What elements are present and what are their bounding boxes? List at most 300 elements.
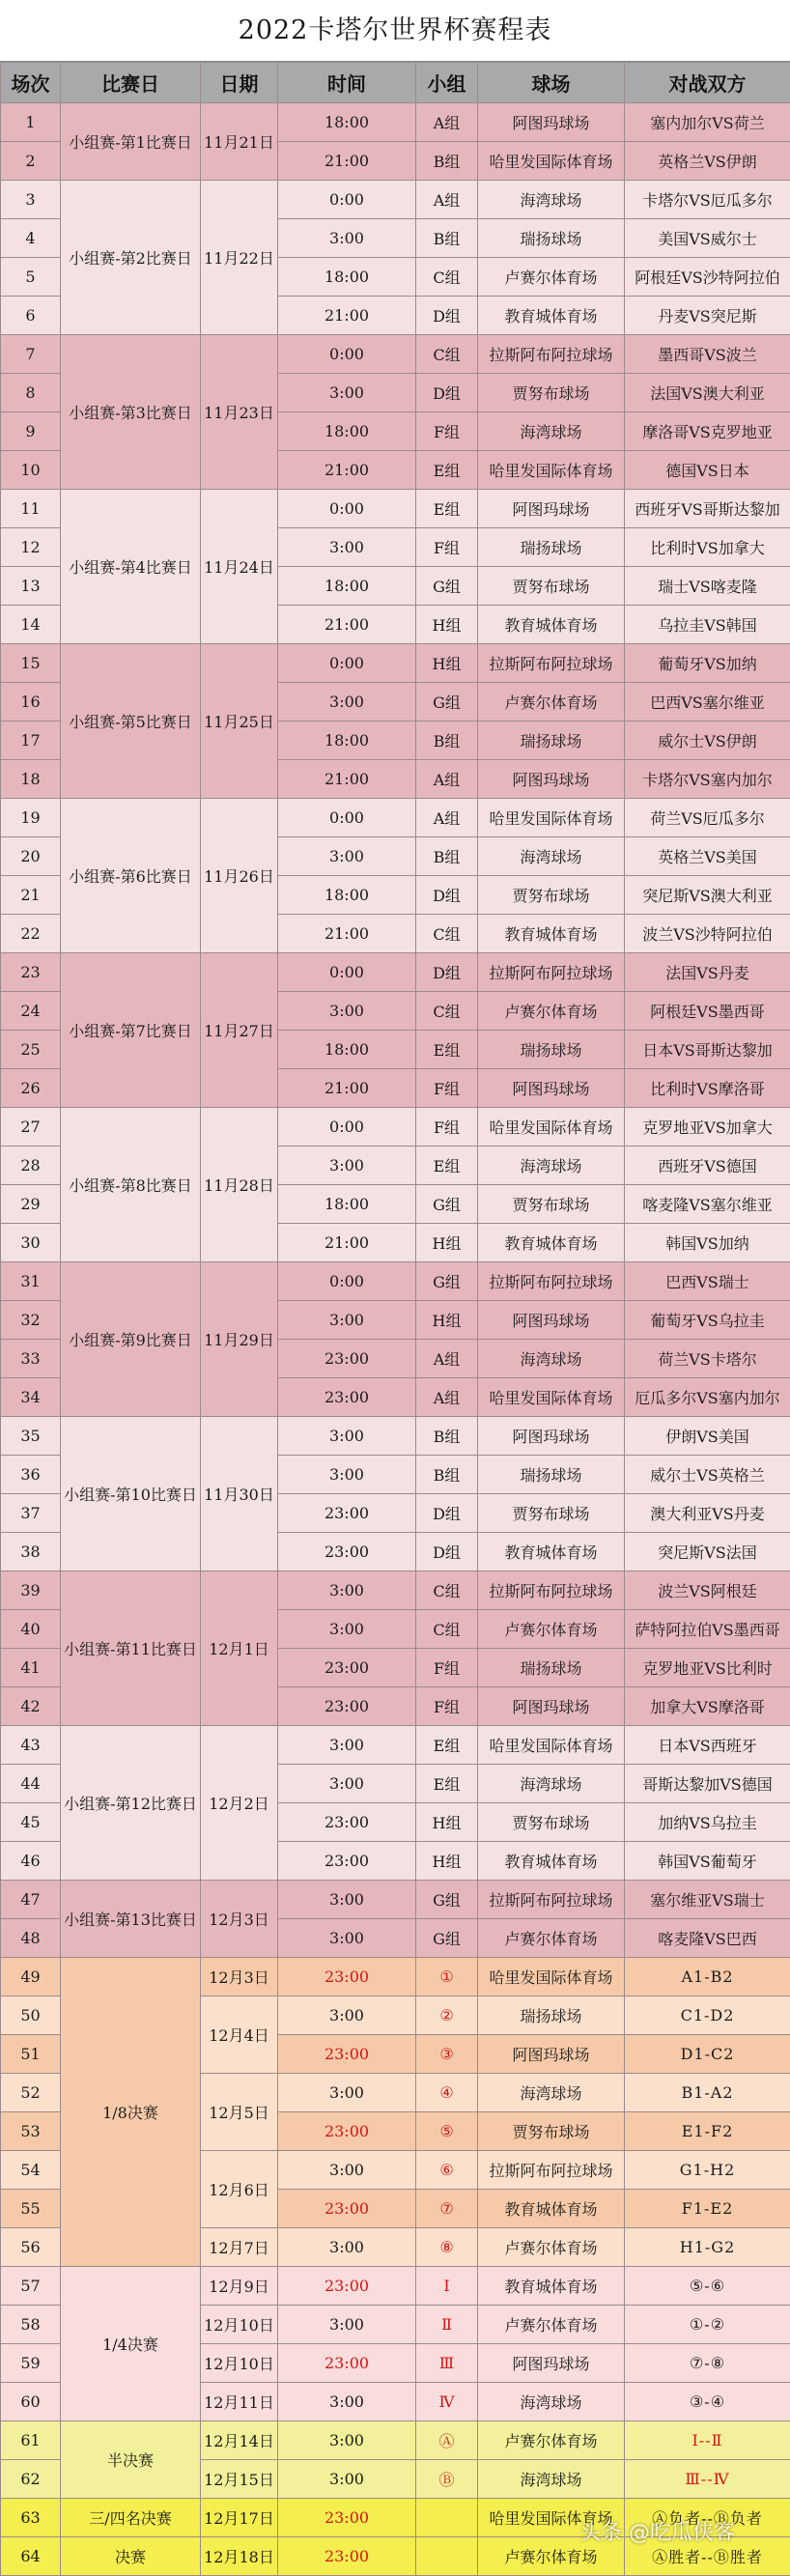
group-cell: D组 <box>416 297 478 335</box>
matchup-cell: 塞尔维亚VS瑞士 <box>625 1881 790 1919</box>
matchup-cell: 萨特阿拉伯VS墨西哥 <box>625 1610 790 1649</box>
match-day-cell: 小组赛-第1比赛日 <box>61 103 201 181</box>
matchup-cell: ⑦-⑧ <box>625 2344 790 2383</box>
header-cell: 小组 <box>416 63 478 103</box>
group-cell: C组 <box>416 335 478 374</box>
group-cell: B组 <box>416 1456 478 1494</box>
venue-cell: 哈里发国际体育场 <box>478 2499 625 2537</box>
round-cell: 决赛 <box>61 2537 201 2576</box>
match-number-cell: 15 <box>1 644 61 683</box>
group-cell: E组 <box>416 490 478 528</box>
matchup-cell: 瑞士VS喀麦隆 <box>625 567 790 606</box>
matchup-cell: 塞内加尔VS荷兰 <box>625 103 790 142</box>
venue-cell: 哈里发国际体育场 <box>478 799 625 837</box>
match-number-cell: 56 <box>1 2228 61 2267</box>
date-cell: 12月10日 <box>201 2344 278 2383</box>
venue-cell: 哈里发国际体育场 <box>478 142 625 181</box>
group-cell: B组 <box>416 837 478 876</box>
match-number-cell: 11 <box>1 490 61 528</box>
match-number-cell: 27 <box>1 1108 61 1146</box>
matchup-cell: 法国VS澳大利亚 <box>625 374 790 412</box>
table-row <box>1 2267 790 2306</box>
venue-cell: 卢赛尔体育场 <box>478 258 625 297</box>
group-cell <box>416 2537 478 2576</box>
venue-cell: 阿图玛球场 <box>478 760 625 799</box>
time-cell: 3:00 <box>278 1417 416 1456</box>
time-cell: 3:00 <box>278 219 416 258</box>
match-number-cell: 7 <box>1 335 61 374</box>
matchup-cell: C1-D2 <box>625 1996 790 2035</box>
group-cell: D组 <box>416 953 478 992</box>
date-cell: 11月23日 <box>201 335 278 490</box>
venue-cell: 拉斯阿布阿拉球场 <box>478 644 625 683</box>
matchup-cell: 英格兰VS美国 <box>625 837 790 876</box>
match-number-cell: 35 <box>1 1417 61 1456</box>
group-cell: ② <box>416 1996 478 2035</box>
group-cell: C组 <box>416 1571 478 1610</box>
time-cell: 3:00 <box>278 1996 416 2035</box>
group-cell: E组 <box>416 1726 478 1765</box>
time-cell: 23:00 <box>278 1803 416 1842</box>
group-cell: C组 <box>416 915 478 953</box>
match-number-cell: 29 <box>1 1185 61 1224</box>
matchup-cell: 韩国VS加纳 <box>625 1224 790 1262</box>
date-cell: 12月18日 <box>201 2537 278 2576</box>
venue-cell: 瑞扬球场 <box>478 1031 625 1069</box>
time-cell: 23:00 <box>278 2267 416 2306</box>
match-number-cell: 30 <box>1 1224 61 1262</box>
time-cell: 21:00 <box>278 606 416 644</box>
matchup-cell: 法国VS丹麦 <box>625 953 790 992</box>
matchup-cell: 摩洛哥VS克罗地亚 <box>625 412 790 451</box>
matchup-cell: 日本VS西班牙 <box>625 1726 790 1765</box>
match-number-cell: 10 <box>1 451 61 490</box>
time-cell: 23:00 <box>278 2499 416 2537</box>
match-number-cell: 25 <box>1 1031 61 1069</box>
match-number-cell: 59 <box>1 2344 61 2383</box>
venue-cell: 哈里发国际体育场 <box>478 1958 625 1996</box>
date-cell: 12月7日 <box>201 2228 278 2267</box>
matchup-cell: 葡萄牙VS加纳 <box>625 644 790 683</box>
round-cell: 1/4决赛 <box>61 2267 201 2421</box>
group-cell: H组 <box>416 1224 478 1262</box>
group-cell <box>416 2499 478 2537</box>
matchup-cell: Ⅲ--Ⅳ <box>625 2460 790 2499</box>
venue-cell: 拉斯阿布阿拉球场 <box>478 1262 625 1301</box>
group-cell: A组 <box>416 1378 478 1417</box>
venue-cell: 瑞扬球场 <box>478 722 625 760</box>
page-title: 2022卡塔尔世界杯赛程表 <box>0 0 790 62</box>
venue-cell: 哈里发国际体育场 <box>478 1108 625 1146</box>
venue-cell: 贾努布球场 <box>478 2112 625 2151</box>
time-cell: 3:00 <box>278 1456 416 1494</box>
matchup-cell: 荷兰VS厄瓜多尔 <box>625 799 790 837</box>
match-number-cell: 3 <box>1 181 61 219</box>
matchup-cell: 西班牙VS德国 <box>625 1146 790 1185</box>
matchup-cell: 葡萄牙VS乌拉圭 <box>625 1301 790 1340</box>
group-cell: ④ <box>416 2074 478 2112</box>
venue-cell: 阿图玛球场 <box>478 1687 625 1726</box>
matchup-cell: 喀麦隆VS塞尔维亚 <box>625 1185 790 1224</box>
venue-cell: 海湾球场 <box>478 1340 625 1378</box>
matchup-cell: 卡塔尔VS塞内加尔 <box>625 760 790 799</box>
venue-cell: 拉斯阿布阿拉球场 <box>478 1571 625 1610</box>
time-cell: 3:00 <box>278 1919 416 1958</box>
group-cell: Ⅲ <box>416 2344 478 2383</box>
group-cell: F组 <box>416 412 478 451</box>
time-cell: 21:00 <box>278 760 416 799</box>
date-cell: 12月2日 <box>201 1726 278 1881</box>
venue-cell: 贾努布球场 <box>478 876 625 915</box>
match-day-cell: 小组赛-第13比赛日 <box>61 1881 201 1958</box>
matchup-cell: ③-④ <box>625 2383 790 2421</box>
date-cell: 12月4日 <box>201 1996 278 2074</box>
venue-cell: 海湾球场 <box>478 1146 625 1185</box>
time-cell: 3:00 <box>278 2460 416 2499</box>
match-day-cell: 小组赛-第9比赛日 <box>61 1262 201 1417</box>
date-cell: 12月11日 <box>201 2383 278 2421</box>
matchup-cell: 美国VS威尔士 <box>625 219 790 258</box>
group-cell: H组 <box>416 1803 478 1842</box>
date-cell: 11月29日 <box>201 1262 278 1417</box>
match-number-cell: 32 <box>1 1301 61 1340</box>
group-cell: Ⓐ <box>416 2421 478 2460</box>
venue-cell: 阿图玛球场 <box>478 2344 625 2383</box>
venue-cell: 教育城体育场 <box>478 2267 625 2306</box>
venue-cell: 卢赛尔体育场 <box>478 2421 625 2460</box>
matchup-cell: 突尼斯VS法国 <box>625 1533 790 1571</box>
time-cell: 3:00 <box>278 683 416 722</box>
matchup-cell: 卡塔尔VS厄瓜多尔 <box>625 181 790 219</box>
time-cell: 3:00 <box>278 1610 416 1649</box>
time-cell: 21:00 <box>278 1069 416 1108</box>
time-cell: 18:00 <box>278 567 416 606</box>
time-cell: 23:00 <box>278 2190 416 2228</box>
time-cell: 0:00 <box>278 799 416 837</box>
group-cell: ⑧ <box>416 2228 478 2267</box>
venue-cell: 海湾球场 <box>478 181 625 219</box>
match-number-cell: 39 <box>1 1571 61 1610</box>
time-cell: 3:00 <box>278 1765 416 1803</box>
venue-cell: 瑞扬球场 <box>478 219 625 258</box>
match-day-cell: 小组赛-第4比赛日 <box>61 490 201 644</box>
date-cell: 12月14日 <box>201 2421 278 2460</box>
venue-cell: 教育城体育场 <box>478 915 625 953</box>
table-row <box>1 1958 790 1996</box>
time-cell: 0:00 <box>278 181 416 219</box>
time-cell: 18:00 <box>278 412 416 451</box>
group-cell: B组 <box>416 219 478 258</box>
round-cell: 三/四名决赛 <box>61 2499 201 2537</box>
group-cell: G组 <box>416 567 478 606</box>
header-cell: 日期 <box>201 63 278 103</box>
venue-cell: 卢赛尔体育场 <box>478 2306 625 2344</box>
time-cell: 21:00 <box>278 1224 416 1262</box>
match-number-cell: 20 <box>1 837 61 876</box>
match-number-cell: 52 <box>1 2074 61 2112</box>
venue-cell: 海湾球场 <box>478 2074 625 2112</box>
schedule-table <box>0 62 790 2576</box>
time-cell: 21:00 <box>278 142 416 181</box>
match-number-cell: 61 <box>1 2421 61 2460</box>
time-cell: 3:00 <box>278 1146 416 1185</box>
venue-cell: 阿图玛球场 <box>478 1069 625 1108</box>
round-cell: 1/8决赛 <box>61 1958 201 2267</box>
table-row <box>1 1881 790 1919</box>
match-number-cell: 18 <box>1 760 61 799</box>
match-number-cell: 31 <box>1 1262 61 1301</box>
venue-cell: 教育城体育场 <box>478 1224 625 1262</box>
matchup-cell: 丹麦VS突尼斯 <box>625 297 790 335</box>
header-cell: 球场 <box>478 63 625 103</box>
venue-cell: 瑞扬球场 <box>478 528 625 567</box>
match-number-cell: 22 <box>1 915 61 953</box>
table-row <box>1 335 790 374</box>
time-cell: 0:00 <box>278 335 416 374</box>
group-cell: A组 <box>416 181 478 219</box>
venue-cell: 海湾球场 <box>478 412 625 451</box>
date-cell: 11月24日 <box>201 490 278 644</box>
group-cell: D组 <box>416 1494 478 1533</box>
header-cell: 时间 <box>278 63 416 103</box>
match-day-cell: 小组赛-第3比赛日 <box>61 335 201 490</box>
matchup-cell: H1-G2 <box>625 2228 790 2267</box>
venue-cell: 卢赛尔体育场 <box>478 2537 625 2576</box>
match-number-cell: 4 <box>1 219 61 258</box>
matchup-cell: B1-A2 <box>625 2074 790 2112</box>
time-cell: 0:00 <box>278 1108 416 1146</box>
group-cell: B组 <box>416 1417 478 1456</box>
venue-cell: 阿图玛球场 <box>478 2035 625 2074</box>
match-number-cell: 55 <box>1 2190 61 2228</box>
matchup-cell: 克罗地亚VS加拿大 <box>625 1108 790 1146</box>
time-cell: 18:00 <box>278 876 416 915</box>
header-cell: 比赛日 <box>61 63 201 103</box>
time-cell: 23:00 <box>278 1378 416 1417</box>
matchup-cell: A1-B2 <box>625 1958 790 1996</box>
group-cell: Ⓑ <box>416 2460 478 2499</box>
match-number-cell: 50 <box>1 1996 61 2035</box>
group-cell: Ⅳ <box>416 2383 478 2421</box>
matchup-cell: 西班牙VS哥斯达黎加 <box>625 490 790 528</box>
venue-cell: 贾努布球场 <box>478 567 625 606</box>
matchup-cell: 德国VS日本 <box>625 451 790 490</box>
table-row <box>1 103 790 142</box>
venue-cell: 瑞扬球场 <box>478 1456 625 1494</box>
group-cell: A组 <box>416 1340 478 1378</box>
group-cell: A组 <box>416 760 478 799</box>
time-cell: 18:00 <box>278 722 416 760</box>
date-cell: 11月21日 <box>201 103 278 181</box>
matchup-cell: 比利时VS摩洛哥 <box>625 1069 790 1108</box>
group-cell: C组 <box>416 258 478 297</box>
matchup-cell: 克罗地亚VS比利时 <box>625 1649 790 1687</box>
header-row <box>1 63 790 103</box>
group-cell: H组 <box>416 1842 478 1881</box>
venue-cell: 哈里发国际体育场 <box>478 451 625 490</box>
match-number-cell: 54 <box>1 2151 61 2190</box>
venue-cell: 教育城体育场 <box>478 297 625 335</box>
match-number-cell: 51 <box>1 2035 61 2074</box>
venue-cell: 拉斯阿布阿拉球场 <box>478 2151 625 2190</box>
matchup-cell: 威尔士VS伊朗 <box>625 722 790 760</box>
time-cell: 23:00 <box>278 1958 416 1996</box>
match-number-cell: 36 <box>1 1456 61 1494</box>
matchup-cell: 墨西哥VS波兰 <box>625 335 790 374</box>
match-number-cell: 12 <box>1 528 61 567</box>
matchup-cell: 阿根廷VS沙特阿拉伯 <box>625 258 790 297</box>
match-number-cell: 58 <box>1 2306 61 2344</box>
date-cell: 12月15日 <box>201 2460 278 2499</box>
date-cell: 11月25日 <box>201 644 278 799</box>
matchup-cell: ⑤-⑥ <box>625 2267 790 2306</box>
date-cell: 11月27日 <box>201 953 278 1108</box>
time-cell: 18:00 <box>278 1185 416 1224</box>
match-number-cell: 16 <box>1 683 61 722</box>
group-cell: E组 <box>416 1765 478 1803</box>
match-number-cell: 62 <box>1 2460 61 2499</box>
group-cell: G组 <box>416 1185 478 1224</box>
venue-cell: 拉斯阿布阿拉球场 <box>478 335 625 374</box>
match-number-cell: 41 <box>1 1649 61 1687</box>
group-cell: Ⅱ <box>416 2306 478 2344</box>
matchup-cell: 巴西VS瑞士 <box>625 1262 790 1301</box>
matchup-cell: E1-F2 <box>625 2112 790 2151</box>
time-cell: 0:00 <box>278 644 416 683</box>
match-number-cell: 9 <box>1 412 61 451</box>
venue-cell: 海湾球场 <box>478 2460 625 2499</box>
venue-cell: 瑞扬球场 <box>478 1649 625 1687</box>
schedule-body <box>1 103 790 2576</box>
match-number-cell: 6 <box>1 297 61 335</box>
group-cell: G组 <box>416 1262 478 1301</box>
group-cell: G组 <box>416 683 478 722</box>
round-cell: 半决赛 <box>61 2421 201 2499</box>
group-cell: F组 <box>416 1108 478 1146</box>
match-number-cell: 14 <box>1 606 61 644</box>
match-day-cell: 小组赛-第6比赛日 <box>61 799 201 953</box>
time-cell: 3:00 <box>278 2383 416 2421</box>
group-cell: A组 <box>416 103 478 142</box>
match-number-cell: 46 <box>1 1842 61 1881</box>
date-cell: 12月1日 <box>201 1571 278 1726</box>
group-cell: G组 <box>416 1881 478 1919</box>
matchup-cell: 乌拉圭VS韩国 <box>625 606 790 644</box>
matchup-cell: 韩国VS葡萄牙 <box>625 1842 790 1881</box>
venue-cell: 教育城体育场 <box>478 2190 625 2228</box>
table-row <box>1 2421 790 2460</box>
match-number-cell: 53 <box>1 2112 61 2151</box>
match-number-cell: 24 <box>1 992 61 1031</box>
match-number-cell: 45 <box>1 1803 61 1842</box>
venue-cell: 瑞扬球场 <box>478 1996 625 2035</box>
match-number-cell: 34 <box>1 1378 61 1417</box>
time-cell: 3:00 <box>278 1726 416 1765</box>
venue-cell: 教育城体育场 <box>478 1533 625 1571</box>
matchup-cell: F1-E2 <box>625 2190 790 2228</box>
time-cell: 18:00 <box>278 103 416 142</box>
match-day-cell: 小组赛-第12比赛日 <box>61 1726 201 1881</box>
matchup-cell: 阿根廷VS墨西哥 <box>625 992 790 1031</box>
table-row <box>1 1108 790 1146</box>
group-cell: C组 <box>416 992 478 1031</box>
time-cell: 23:00 <box>278 1533 416 1571</box>
match-number-cell: 63 <box>1 2499 61 2537</box>
time-cell: 0:00 <box>278 953 416 992</box>
group-cell: F组 <box>416 528 478 567</box>
group-cell: E组 <box>416 451 478 490</box>
time-cell: 3:00 <box>278 2421 416 2460</box>
match-day-cell: 小组赛-第11比赛日 <box>61 1571 201 1726</box>
time-cell: 23:00 <box>278 1687 416 1726</box>
match-number-cell: 42 <box>1 1687 61 1726</box>
time-cell: 3:00 <box>278 837 416 876</box>
matchup-cell: 巴西VS塞尔维亚 <box>625 683 790 722</box>
match-day-cell: 小组赛-第10比赛日 <box>61 1417 201 1571</box>
venue-cell: 卢赛尔体育场 <box>478 1610 625 1649</box>
match-number-cell: 28 <box>1 1146 61 1185</box>
matchup-cell: D1-C2 <box>625 2035 790 2074</box>
time-cell: 23:00 <box>278 1340 416 1378</box>
matchup-cell: 比利时VS加拿大 <box>625 528 790 567</box>
date-cell: 11月26日 <box>201 799 278 953</box>
match-day-cell: 小组赛-第8比赛日 <box>61 1108 201 1262</box>
time-cell: 3:00 <box>278 2228 416 2267</box>
venue-cell: 海湾球场 <box>478 2383 625 2421</box>
venue-cell: 卢赛尔体育场 <box>478 2228 625 2267</box>
matchup-cell: 喀麦隆VS巴西 <box>625 1919 790 1958</box>
match-number-cell: 13 <box>1 567 61 606</box>
matchup-cell: 威尔士VS英格兰 <box>625 1456 790 1494</box>
venue-cell: 哈里发国际体育场 <box>478 1378 625 1417</box>
time-cell: 21:00 <box>278 297 416 335</box>
table-row <box>1 1417 790 1456</box>
group-cell: H组 <box>416 1301 478 1340</box>
matchup-cell: ①-② <box>625 2306 790 2344</box>
match-number-cell: 43 <box>1 1726 61 1765</box>
group-cell: B组 <box>416 142 478 181</box>
group-cell: F组 <box>416 1687 478 1726</box>
matchup-cell: 哥斯达黎加VS德国 <box>625 1765 790 1803</box>
time-cell: 23:00 <box>278 2344 416 2383</box>
table-row <box>1 1726 790 1765</box>
match-number-cell: 26 <box>1 1069 61 1108</box>
group-cell: G组 <box>416 1919 478 1958</box>
table-row <box>1 953 790 992</box>
time-cell: 23:00 <box>278 2035 416 2074</box>
date-cell: 12月6日 <box>201 2151 278 2228</box>
header-cell: 对战双方 <box>625 63 790 103</box>
watermark: 头条 @吃瓜侠客 <box>579 2516 735 2546</box>
venue-cell: 哈里发国际体育场 <box>478 1726 625 1765</box>
matchup-cell: Ⓐ负者--Ⓑ负者 <box>625 2499 790 2537</box>
table-row <box>1 799 790 837</box>
group-cell: ③ <box>416 2035 478 2074</box>
venue-cell: 卢赛尔体育场 <box>478 1919 625 1958</box>
time-cell: 3:00 <box>278 2151 416 2190</box>
venue-cell: 阿图玛球场 <box>478 490 625 528</box>
time-cell: 3:00 <box>278 1571 416 1610</box>
venue-cell: 贾努布球场 <box>478 374 625 412</box>
venue-cell: 拉斯阿布阿拉球场 <box>478 953 625 992</box>
table-row <box>1 1262 790 1301</box>
header-cell: 场次 <box>1 63 61 103</box>
time-cell: 23:00 <box>278 1649 416 1687</box>
venue-cell: 教育城体育场 <box>478 606 625 644</box>
venue-cell: 阿图玛球场 <box>478 1301 625 1340</box>
time-cell: 3:00 <box>278 528 416 567</box>
matchup-cell: 澳大利亚VS丹麦 <box>625 1494 790 1533</box>
